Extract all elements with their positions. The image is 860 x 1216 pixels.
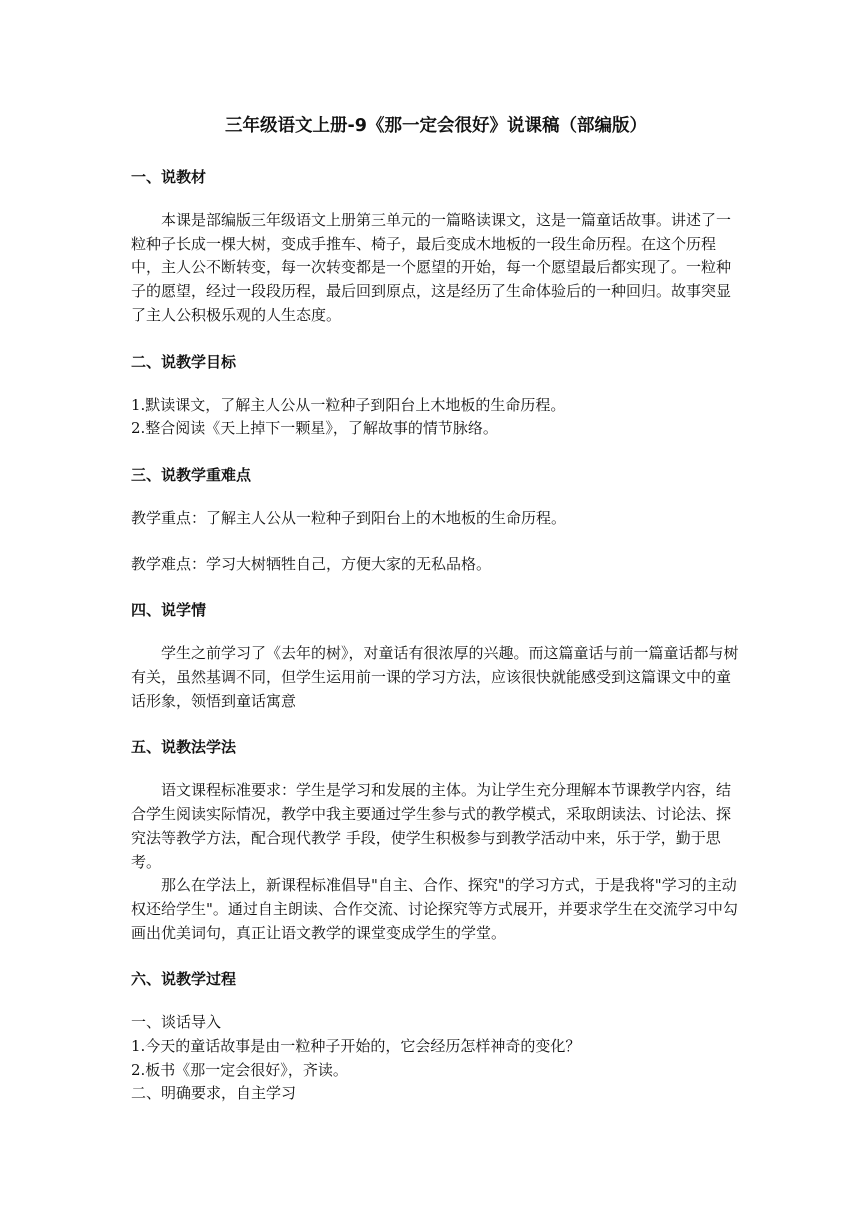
- paragraph: 学生之前学习了《去年的树》，对童话有很浓厚的兴趣。而这篇童话与前一篇童话都与树有关，虽然基调不同，但学生运用前一课的学习方法，应该很快就能感受到这篇课文中的童话形象，领悟到童话寓意: [131, 644, 739, 710]
- process-line: 二、明确要求，自主学习: [131, 1084, 297, 1103]
- document-title: 三年级语文上册-9《那一定会很好》说课稿（部编版）: [225, 116, 647, 136]
- key-point: 教学重点：了解主人公从一粒种子到阳台上的木地板的生命历程。: [131, 508, 567, 527]
- section-textbook: [131, 165, 741, 328]
- difficult-point: 教学难点：学习大树牺牲自己，方便大家的无私品格。: [131, 554, 492, 573]
- section-heading: 六、说教学过程: [131, 970, 237, 989]
- section-heading: 一、说教材: [131, 168, 207, 186]
- paragraph: 本课是部编版三年级语文上册第三单元的一篇略读课文，这是一篇童话故事。讲述了一粒种子长成一棵大树，变成手推车、椅子，最后变成木地板的一段生命历程。在这个历程中，主人公不断转变，每一次转变都是一个愿望的开始，每一个愿望最后都实现了。一粒种子的愿望，经过一段段历程，最后回到原点，这是经历了生命体验后的一种回归。故事突显了主人公积极乐观的人生态度。: [131, 211, 732, 324]
- section-heading: 四、说学情: [131, 601, 207, 620]
- section-learner-analysis: [131, 598, 741, 713]
- process-line: 一、谈话导入: [131, 1013, 222, 1032]
- process-line: 1.今天的童话故事是由一粒种子开始的，它会经历怎样神奇的变化？: [131, 1037, 581, 1056]
- process-line: 2.板书《那一定会很好》，齐读。: [131, 1060, 348, 1079]
- section-teaching-methods: [131, 735, 741, 945]
- section-teaching-process: [131, 967, 741, 1106]
- goal-item: 1.默读课文，了解主人公从一粒种子到阳台上木地板的生命历程。: [131, 395, 566, 414]
- section-heading: 五、说教法学法: [131, 738, 237, 757]
- paragraph: 那么在学法上，新课程标准倡导"自主、合作、探究"的学习方式，于是我将"学习的主动权还给学生"。通过自主朗读、合作交流、讨论探究等方式展开，并要求学生在交流学习中勾画出优美词句，真正让语文教学的课堂变成学生的学堂。: [131, 876, 738, 942]
- section-heading: 三、说教学重难点: [131, 465, 252, 484]
- section-teaching-goals: [131, 350, 741, 441]
- section-key-difficult-points: [131, 463, 741, 576]
- document-content: [131, 113, 741, 1128]
- goal-item: 2.整合阅读《天上掉下一颗星》，了解故事的情节脉络。: [131, 419, 498, 438]
- section-heading: 二、说教学目标: [131, 352, 237, 371]
- paragraph: 语文课程标准要求：学生是学习和发展的主体。为让学生充分理解本节课教学内容，结合学生阅读实际情况，教学中我主要通过学生参与式的教学模式，采取朗读法、讨论法、探究法等教学方法，配合现代教学 手段，使学生积极参与到教学活动中来，乐于学，勤于思考。: [131, 781, 732, 871]
